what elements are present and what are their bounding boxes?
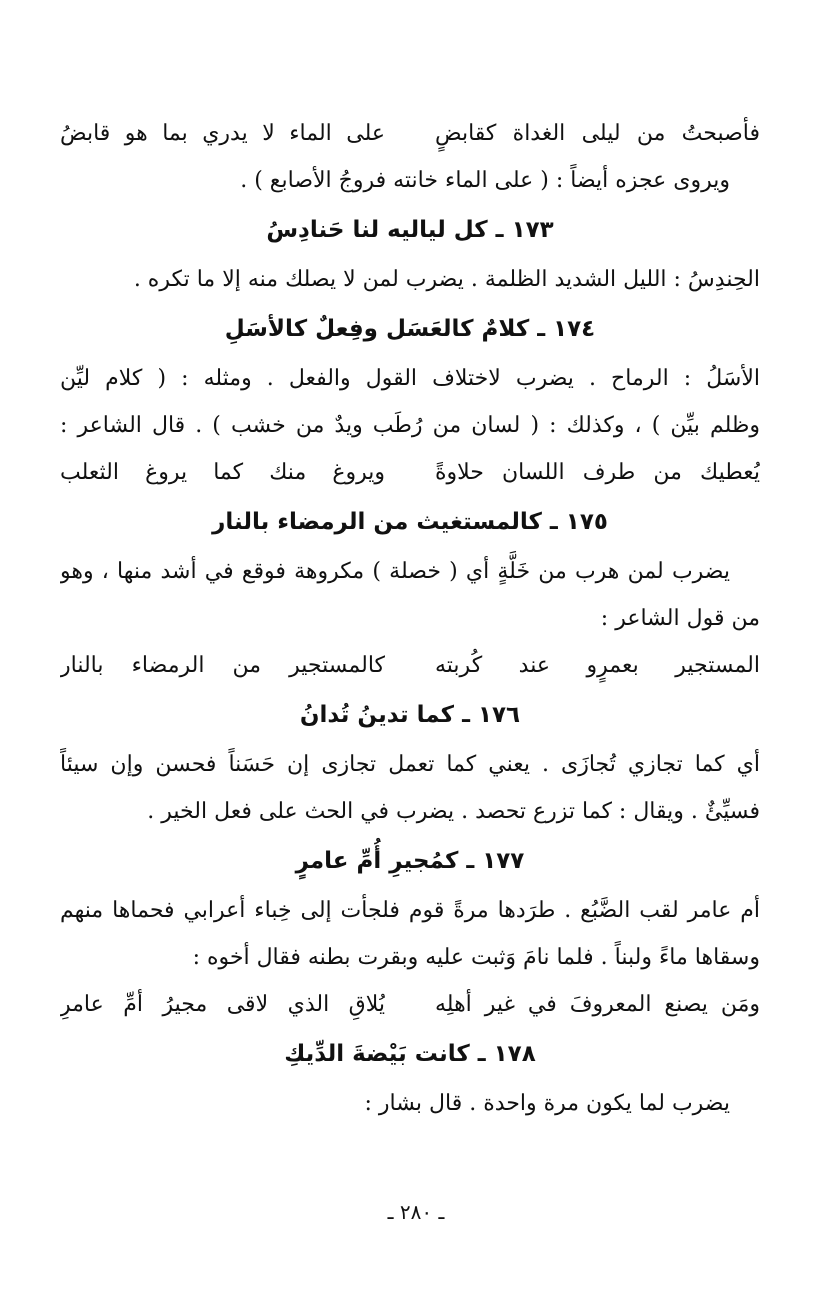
verse-first-hemistich: يُعطيك من طرف اللسان حلاوةً [435,460,760,485]
entry-text-176-line-1: أي كما تجازي تُجازَى . يعني كما تعمل تجازى إن حَسَناً فحسن وإن سيئاً [60,752,760,777]
verse-line-177 [60,981,760,1028]
verse-line-174 [60,449,760,496]
page-number: ـ ٢٨٠ ـ [387,1200,445,1224]
verse-first-hemistich: ومَن يصنع المعروفَ في غير أهلِه [435,992,760,1017]
entry-text-174-line-1: الأسَلُ : الرماح . يضرب لاختلاف القول والفعل . ومثله : ( كلام ليِّن [60,366,760,391]
verse-first-hemistich: فأصبحتُ من ليلى الغداة كقابضٍ [435,121,760,146]
entry-text-174-line-2: وظلم بيِّن ) ، وكذلك : ( لسان من رُطَب ويدٌ من خشب ) . قال الشاعر : [60,413,760,438]
entry-heading-178: ١٧٨ ـ كانت بَيْضةَ الدِّيكِ [284,1041,536,1067]
entry-heading-173: ١٧٣ ـ كل لياليه لنا حَنادِسُ [266,217,554,243]
intro-text-line: ويروى عجزه أيضاً : ( على الماء خانته فروجُ الأصابع ) . [240,168,730,193]
entry-text-175-line-1: يضرب لمن هرب من خَلَّةٍ أي ( خصلة ) مكروهة فوقع في أشد منها ، وهو [60,559,730,584]
entry-heading-175: ١٧٥ ـ كالمستغيث من الرمضاء بالنار [212,509,608,535]
verse-second-hemistich: ويروغ منك كما يروغ الثعلب [60,460,385,485]
page-body [60,110,760,1127]
verse-second-hemistich: كالمستجير من الرمضاء بالنار [60,653,385,678]
entry-text-178-line-1: يضرب لما يكون مرة واحدة . قال بشار : [364,1091,730,1116]
entry-heading-176: ١٧٦ ـ كما تدينُ تُدانُ [299,702,521,728]
verse-first-hemistich: المستجير بعمرٍو عند كُربته [435,653,760,678]
entry-text-175-line-2: من قول الشاعر : [600,606,760,631]
entry-heading-174: ١٧٤ ـ كلامٌ كالعَسَل وفِعلٌ كالأسَلِ [224,316,596,342]
verse-second-hemistich: يُلاقِ الذي لاقى مجيرُ أمِّ عامرِ [60,992,385,1017]
entry-text-177-line-1: أم عامر لقب الضَّبُع . طرَدها مرةً قوم فلجأت إلى خِباء أعرابي فحماها منهم [60,898,760,923]
entry-text-176-line-2: فسيِّئٌ . ويقال : كما تزرع تحصد . يضرب في الحث على فعل الخير . [147,799,760,824]
verse-second-hemistich: على الماء لا يدري بما هو قابضُ [60,121,385,146]
verse-line [60,110,760,157]
entry-text-173-line-1: الحِندِسُ : الليل الشديد الظلمة . يضرب لمن لا يصلك منه إلا ما تكره . [133,267,760,292]
verse-line-175 [60,642,760,689]
entry-heading-177: ١٧٧ ـ كمُجيرِ أُمِّ عامرٍ [295,848,525,874]
entry-text-177-line-2: وسقاها ماءً ولبناً . فلما نامَ وَثبت عليه وبقرت بطنه فقال أخوه : [192,945,760,970]
